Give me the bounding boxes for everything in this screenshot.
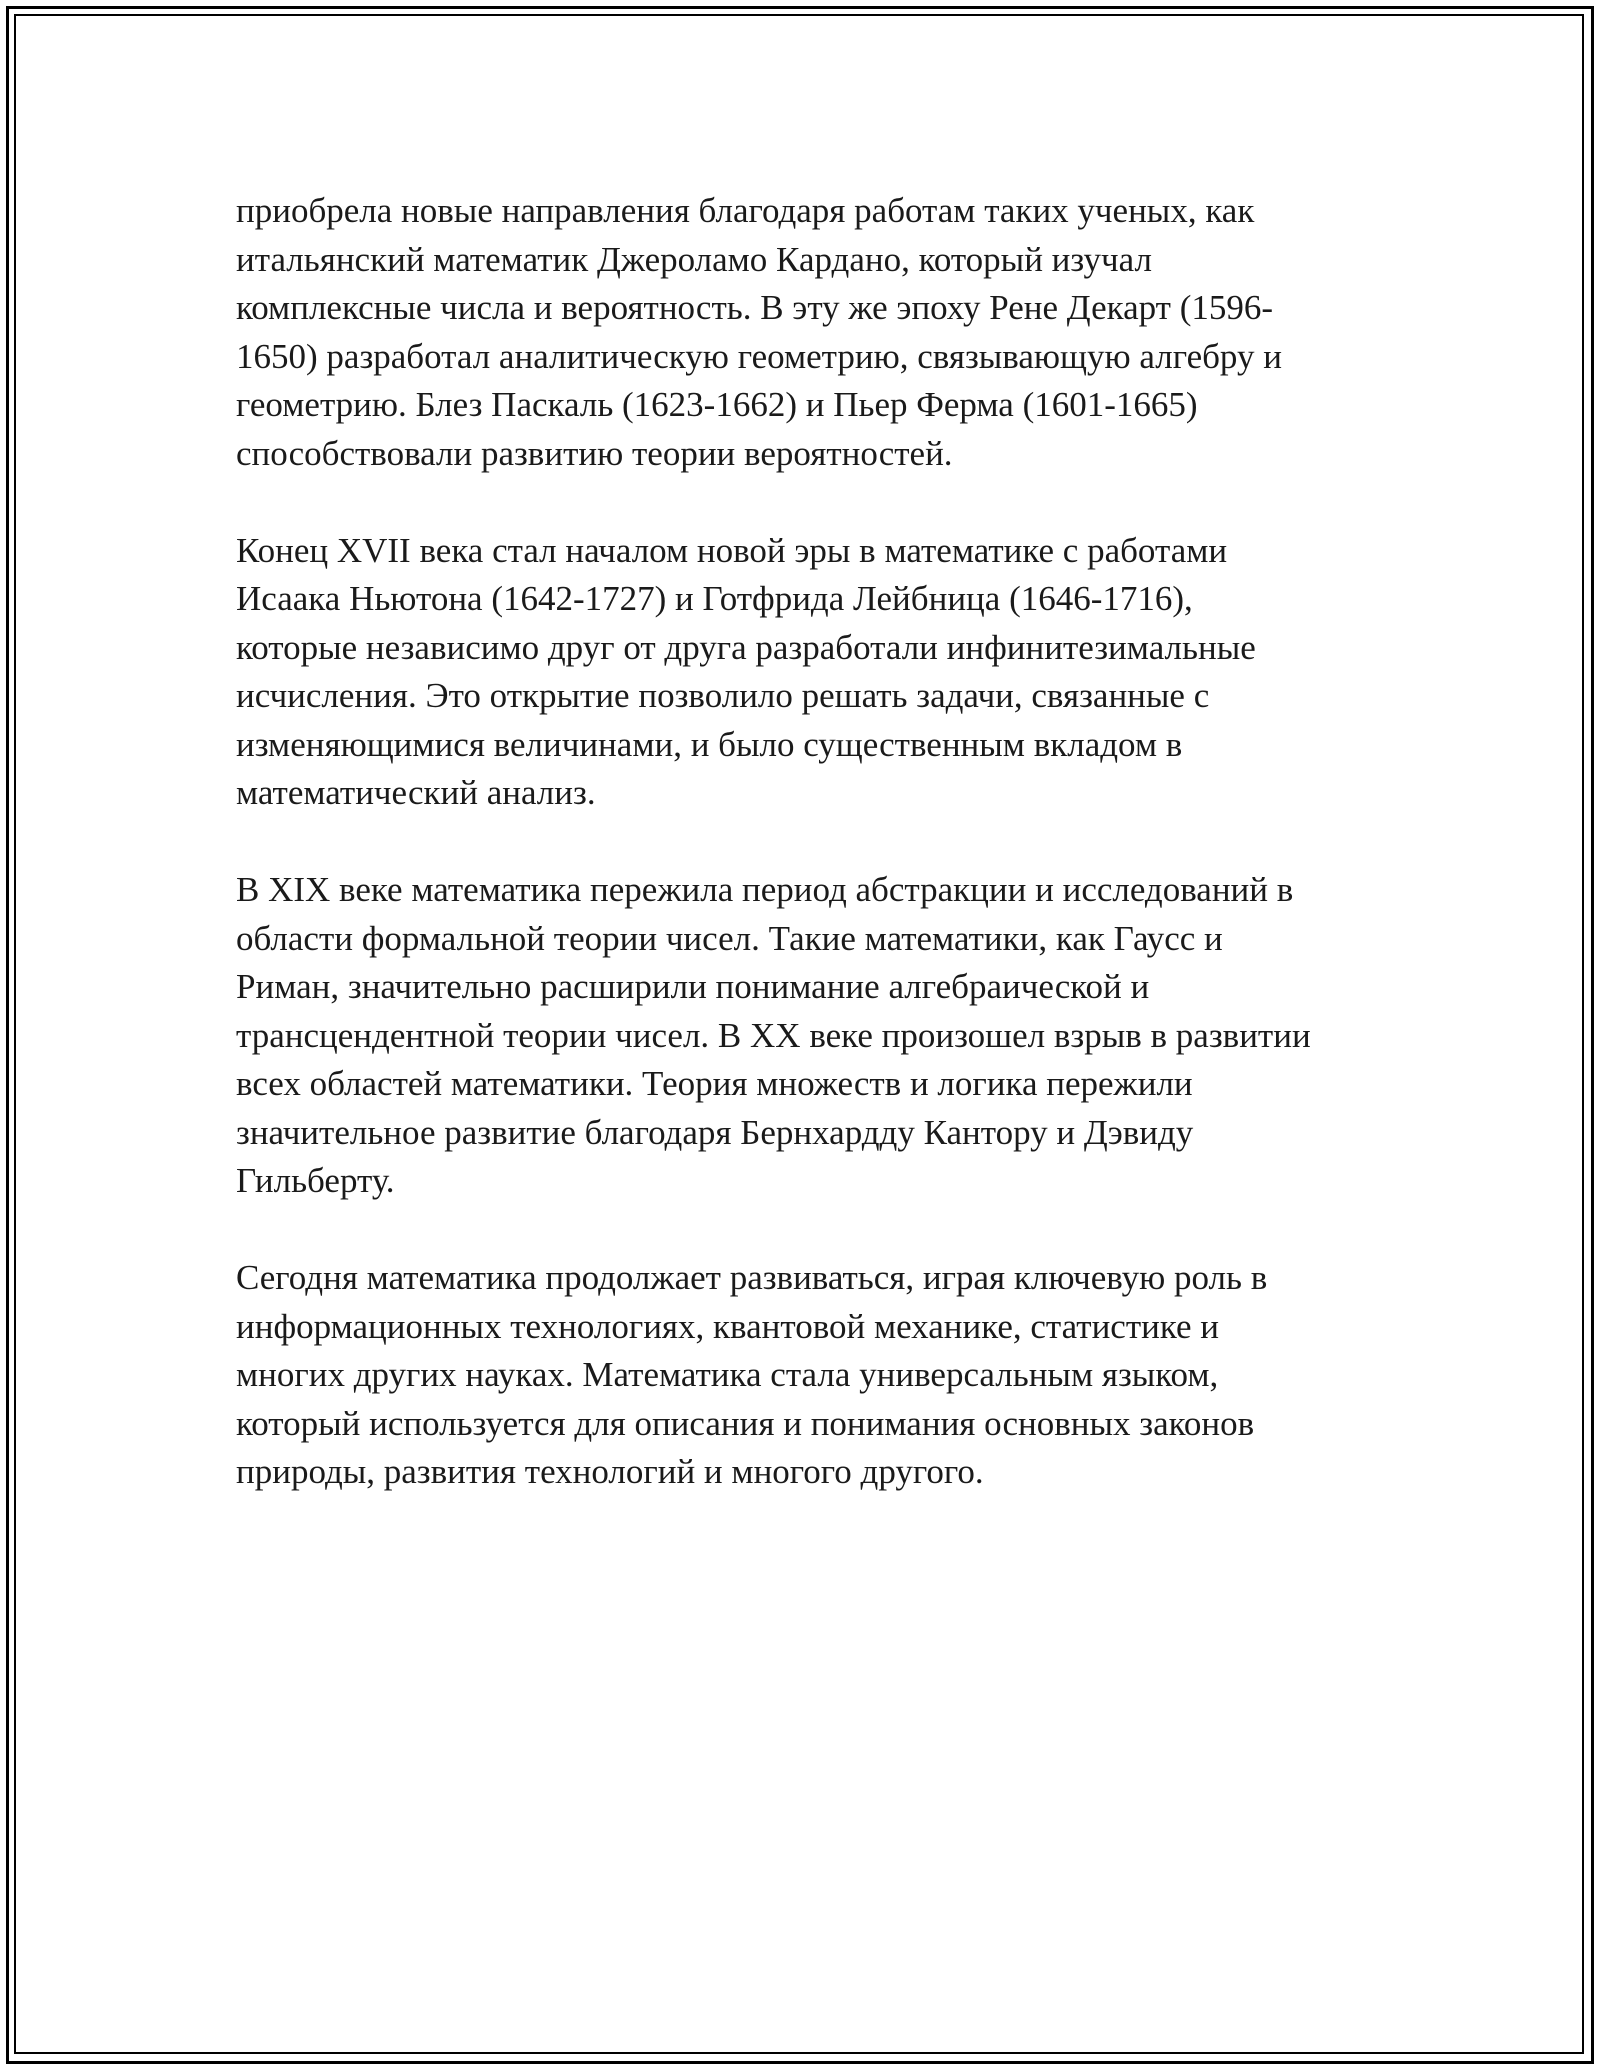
paragraph-nineteenth-century	[236, 866, 1372, 1206]
document-body	[236, 187, 1372, 1545]
text-line: Сегодня математика продолжает развиваться, играя ключевую роль в	[236, 1258, 1268, 1297]
text-line: Исаака Ньютона (1642-1727) и Готфрида Лейбница (1646-1716),	[236, 579, 1193, 618]
paragraph-calculus	[236, 527, 1372, 818]
paragraph-today	[236, 1254, 1372, 1497]
text-line: исчисления. Это открытие позволило решать задачи, связанные с	[236, 676, 1210, 715]
text-line: приобрела новые направления благодаря работам таких ученых, как	[236, 191, 1255, 230]
text-line: которые независимо друг от друга разработали инфинитезимальные	[236, 627, 1256, 667]
text-line: трансцендентной теории чисел. В XX веке произошел взрыв в развитии	[236, 1015, 1311, 1055]
text-line: значительное развитие благодаря Бернхардду Кантору и Дэвиду	[236, 1112, 1194, 1152]
text-line: 1650) разработал аналитическую геометрию, связывающую алгебру и	[236, 336, 1282, 376]
text-line: информационных технологиях, квантовой механике, статистике и	[236, 1306, 1220, 1346]
text-line: который используется для описания и понимания основных законов	[236, 1403, 1255, 1443]
text-line: Риман, значительно расширили понимание алгебраической и	[236, 967, 1150, 1006]
text-line: изменяющимися величинами, и было существенным вкладом в	[236, 724, 1183, 764]
text-line: В XIX веке математика пережила период абстракции и исследований в	[236, 870, 1294, 909]
text-line: природы, развития технологий и многого другого.	[236, 1452, 984, 1491]
text-line: комплексные числа и вероятность. В эту же эпоху Рене Декарт (1596-	[236, 288, 1274, 327]
paragraph-renaissance	[236, 187, 1372, 478]
text-line: математический анализ.	[236, 773, 596, 812]
text-line: Гильберту.	[236, 1161, 395, 1200]
text-line: способствовали развитию теории вероятностей.	[236, 433, 953, 473]
text-line: геометрию. Блез Паскаль (1623-1662) и Пьер Ферма (1601-1665)	[236, 385, 1198, 424]
text-line: итальянский математик Джероламо Кардано, который изучал	[236, 239, 1152, 279]
text-line: Конец XVII века стал началом новой эры в математике с работами	[236, 530, 1228, 570]
text-line: всех областей математики. Теория множеств и логика пережили	[236, 1064, 1193, 1103]
text-line: области формальной теории чисел. Такие математики, как Гаусс и	[236, 918, 1223, 958]
text-line: многих других науках. Математика стала универсальным языком,	[236, 1355, 1219, 1394]
